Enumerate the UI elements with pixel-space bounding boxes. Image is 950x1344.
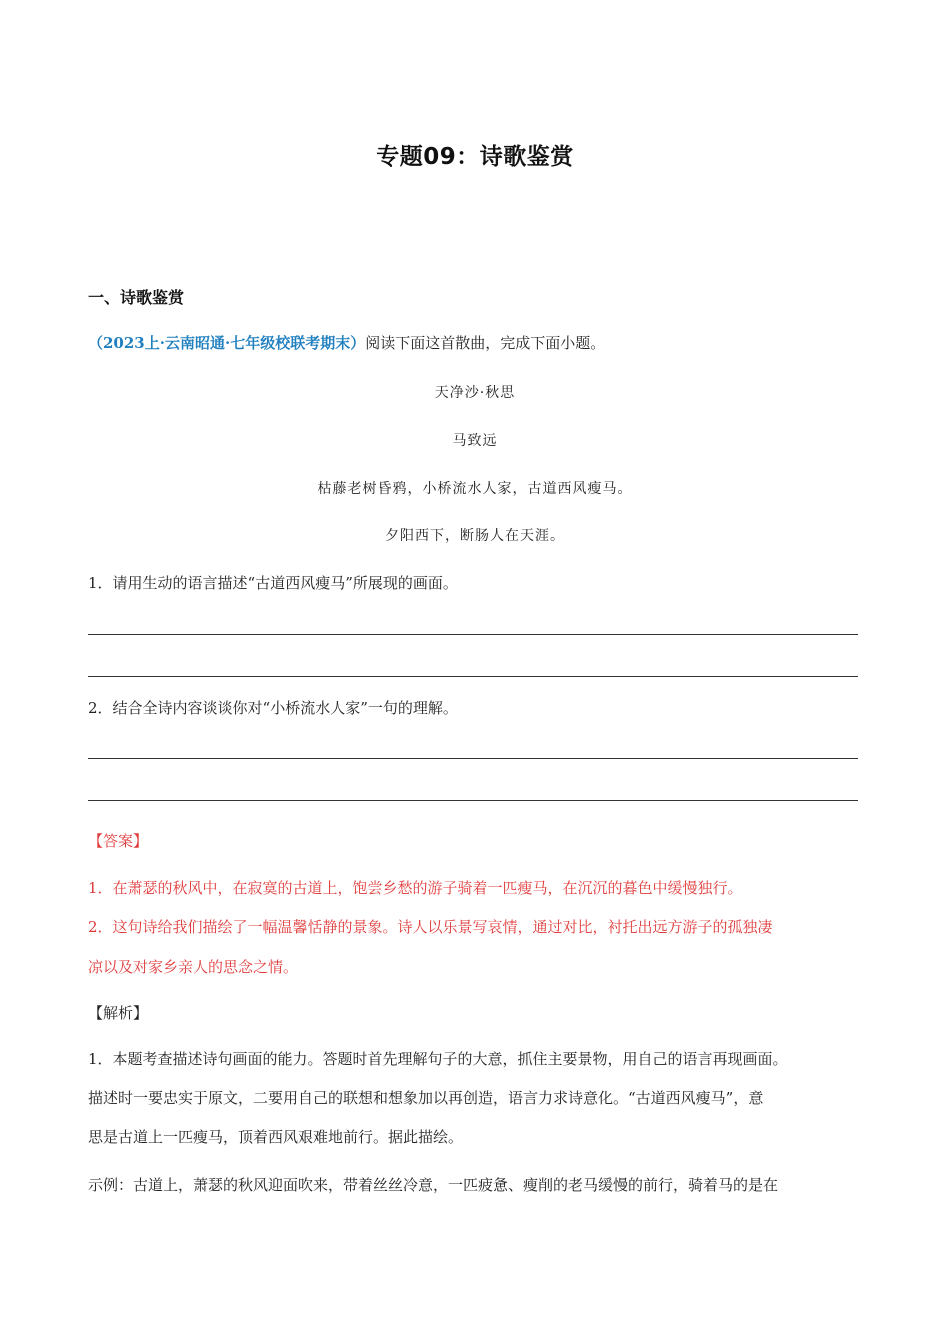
analysis-p1-line-1: 1．本题考查描述诗句画面的能力。答题时首先理解句子的大意，抓住主要景物，用自己的语言再现画面。	[88, 1050, 788, 1068]
analysis-label: 【解析】	[88, 1004, 149, 1022]
answer-item-2-line-2: 凉以及对家乡亲人的思念之情。	[88, 958, 299, 976]
source-tag: （2023上·云南昭通·七年级校联考期末）	[88, 334, 366, 352]
answer-blank-line[interactable]	[88, 634, 858, 635]
answer-blank-line[interactable]	[88, 758, 858, 759]
poem-author: 马致远	[452, 433, 498, 449]
answer-label: 【答案】	[88, 832, 149, 850]
poem-line-2: 夕阳西下，断肠人在天涯。	[385, 528, 565, 544]
question-intro	[88, 333, 858, 353]
intro-text: 阅读下面这首散曲，完成下面小题。	[365, 334, 606, 352]
page-title: 专题09：诗歌鉴赏	[376, 144, 574, 170]
analysis-p1-line-3: 思是古道上一匹瘦马，顶着西风艰难地前行。据此描绘。	[88, 1128, 464, 1146]
answer-item-2-line-1: 2．这句诗给我们描绘了一幅温馨恬静的景象。诗人以乐景写哀情，通过对比，衬托出远方游子的孤独凄	[88, 918, 773, 936]
poem-line-1: 枯藤老树昏鸦，小桥流水人家，古道西风瘦马。	[317, 481, 633, 497]
question-2: 2．结合全诗内容谈谈你对“小桥流水人家”一句的理解。	[88, 699, 458, 717]
question-1: 1．请用生动的语言描述“古道西风瘦马”所展现的画面。	[88, 574, 458, 592]
poem-title: 天净沙·秋思	[434, 385, 516, 401]
analysis-p1-line-2: 描述时一要忠实于原文，二要用自己的联想和想象加以再创造，语言力求诗意化。“古道西风瘦马”，意	[88, 1089, 764, 1107]
answer-blank-line[interactable]	[88, 800, 858, 801]
section-heading: 一、诗歌鉴赏	[88, 288, 185, 307]
answer-blank-line[interactable]	[88, 676, 858, 677]
analysis-p2-line-1: 示例：古道上，萧瑟的秋风迎面吹来，带着丝丝冷意，一匹疲惫、瘦削的老马缓慢的前行，骑着马的是在	[88, 1176, 779, 1194]
answer-item-1: 1．在萧瑟的秋风中，在寂寞的古道上，饱尝乡愁的游子骑着一匹瘦马，在沉沉的暮色中缓慢独行。	[88, 879, 743, 897]
